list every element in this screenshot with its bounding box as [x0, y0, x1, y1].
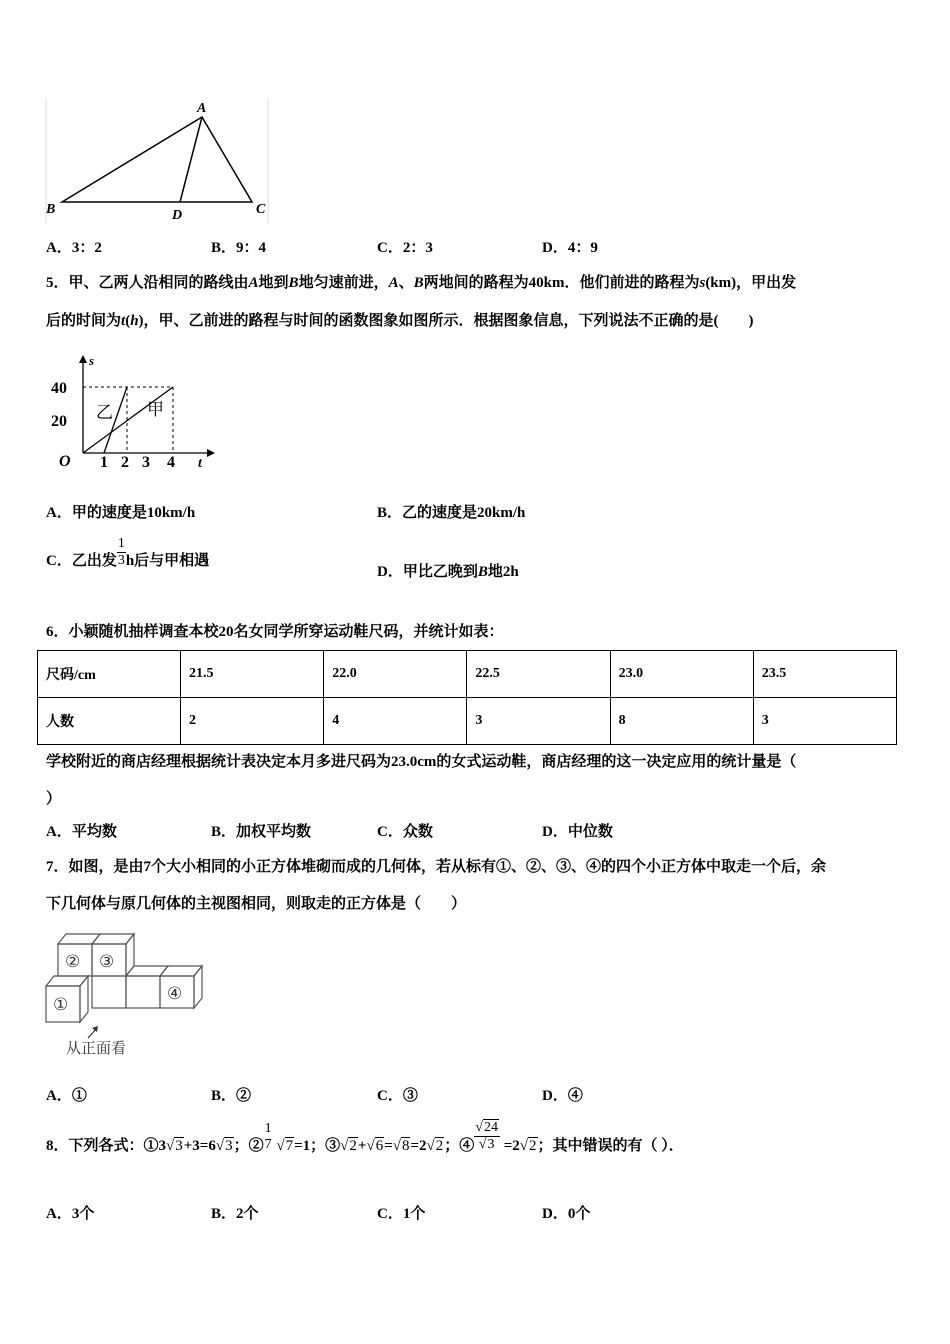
table-cell: 22.5 [467, 651, 610, 698]
table-row [38, 651, 897, 698]
y-tick-40: 40 [51, 380, 67, 397]
q5-option-d: D．甲比乙晚到B地2h [377, 564, 519, 580]
one-seventh-fraction: 1 7 [264, 1120, 272, 1152]
q7-option-a: A．① [46, 1088, 87, 1104]
cube-label-2: ② [65, 952, 81, 971]
x-tick-1: 1 [100, 454, 108, 471]
q8-option-b: B．2个 [211, 1206, 259, 1222]
table-cell: 人数 [38, 698, 181, 745]
q5-stem-line1: 5．甲、乙两人沿相同的路线由A地到B地匀速前进，A、B两地间的路程为40km．他们前进的路程为s(km)，甲出发 [46, 275, 797, 291]
q8-stem: 8．下列各式：①3√3+3=6√3；② 1 7 √7=1；③√2+√6=√8=2√2；④ $\frac{√24}{√3}$ =2√2；其中错误的有（ ）． [46, 1120, 684, 1154]
axis-s-label: s [89, 353, 95, 368]
q6-option-a: A．平均数 [46, 824, 117, 840]
table-row [38, 698, 897, 745]
triangle-figure [40, 95, 275, 227]
cube-label-3: ③ [99, 952, 115, 971]
table-cell: 3 [467, 698, 610, 745]
q6-option-c: C．众数 [377, 824, 433, 840]
front-view-caption: 从正面看 [66, 1041, 127, 1057]
q5-distance-time-graph [45, 353, 215, 473]
table-cell: 22.0 [324, 651, 467, 698]
q8-option-d: D．0个 [542, 1206, 591, 1222]
x-tick-3: 3 [142, 454, 150, 471]
q4-option-d: D．4：9 [542, 240, 598, 256]
q6-stem: 6．小颖随机抽样调查本校20名女同学所穿运动鞋尺码，并统计如表： [46, 624, 504, 640]
table-cell: 8 [610, 698, 753, 745]
axis-t-label: t [198, 456, 202, 471]
y-tick-20: 20 [51, 413, 67, 430]
origin-label: O [59, 453, 71, 470]
q6-option-b: B．加权平均数 [211, 824, 312, 840]
label-jia: 甲 [147, 400, 164, 419]
vertex-a-label: A [197, 101, 207, 116]
vertex-b-label: B [46, 202, 56, 217]
x-tick-2: 2 [121, 454, 129, 471]
q7-stem-line1: 7．如图，是由7个大小相同的小正方体堆砌而成的几何体，若从标有①、②、③、④的四个小正方体中取走一个后，余 [46, 859, 827, 875]
q5-stem-line2: 后的时间为t(h)，甲、乙前进的路程与时间的函数图象如图所示．根据图象信息，下列说法不正确的是( ) [46, 313, 754, 329]
table-cell: 4 [324, 698, 467, 745]
table-cell: 21.5 [181, 651, 324, 698]
x-tick-4: 4 [167, 454, 175, 471]
q8-option-c: C．1个 [377, 1206, 426, 1222]
cube-label-4: ④ [167, 984, 183, 1003]
q5-option-a: A．甲的速度是10km/h [46, 505, 196, 521]
vertex-c-label: C [256, 202, 266, 217]
cube-stack-figure [40, 928, 212, 1060]
cube-label-1: ① [53, 995, 69, 1014]
q7-option-d: D．④ [542, 1088, 583, 1104]
q5-option-b: B．乙的速度是20km/h [377, 505, 526, 521]
table-cell: 23.0 [610, 651, 753, 698]
q4-option-a: A．3：2 [46, 240, 102, 256]
q4-option-b: B．9：4 [211, 240, 267, 256]
q6-option-d: D．中位数 [542, 824, 613, 840]
table-cell: 23.5 [753, 651, 896, 698]
table-cell: 2 [181, 698, 324, 745]
q5-option-c: C．乙出发 $\frac{1}{3}$ h后与甲相遇 [46, 536, 210, 569]
q4-option-c: C．2：3 [377, 240, 433, 256]
table-cell: 尺码/cm [38, 651, 181, 698]
q6-after-line2: ） [46, 791, 62, 807]
sqrt24-over-sqrt3: $\frac{√24}{√3}$ [475, 1120, 498, 1152]
q7-option-b: B．② [211, 1088, 252, 1104]
shoe-size-table [37, 650, 897, 745]
vertex-d-label: D [172, 208, 183, 223]
q7-stem-line2: 下几何体与原几何体的主视图相同，则取走的正方体是（ ） [46, 896, 467, 912]
label-yi: 乙 [96, 403, 113, 422]
table-cell: 3 [753, 698, 896, 745]
q8-option-a: A．3个 [46, 1206, 95, 1222]
one-third-fraction: $\frac{1}{3}$ [117, 536, 125, 568]
q6-after-line1: 学校附近的商店经理根据统计表决定本月多进尺码为23.0cm的女式运动鞋，商店经理的这一决定应用的统计量是（ [46, 754, 797, 770]
q7-option-c: C．③ [377, 1088, 418, 1104]
